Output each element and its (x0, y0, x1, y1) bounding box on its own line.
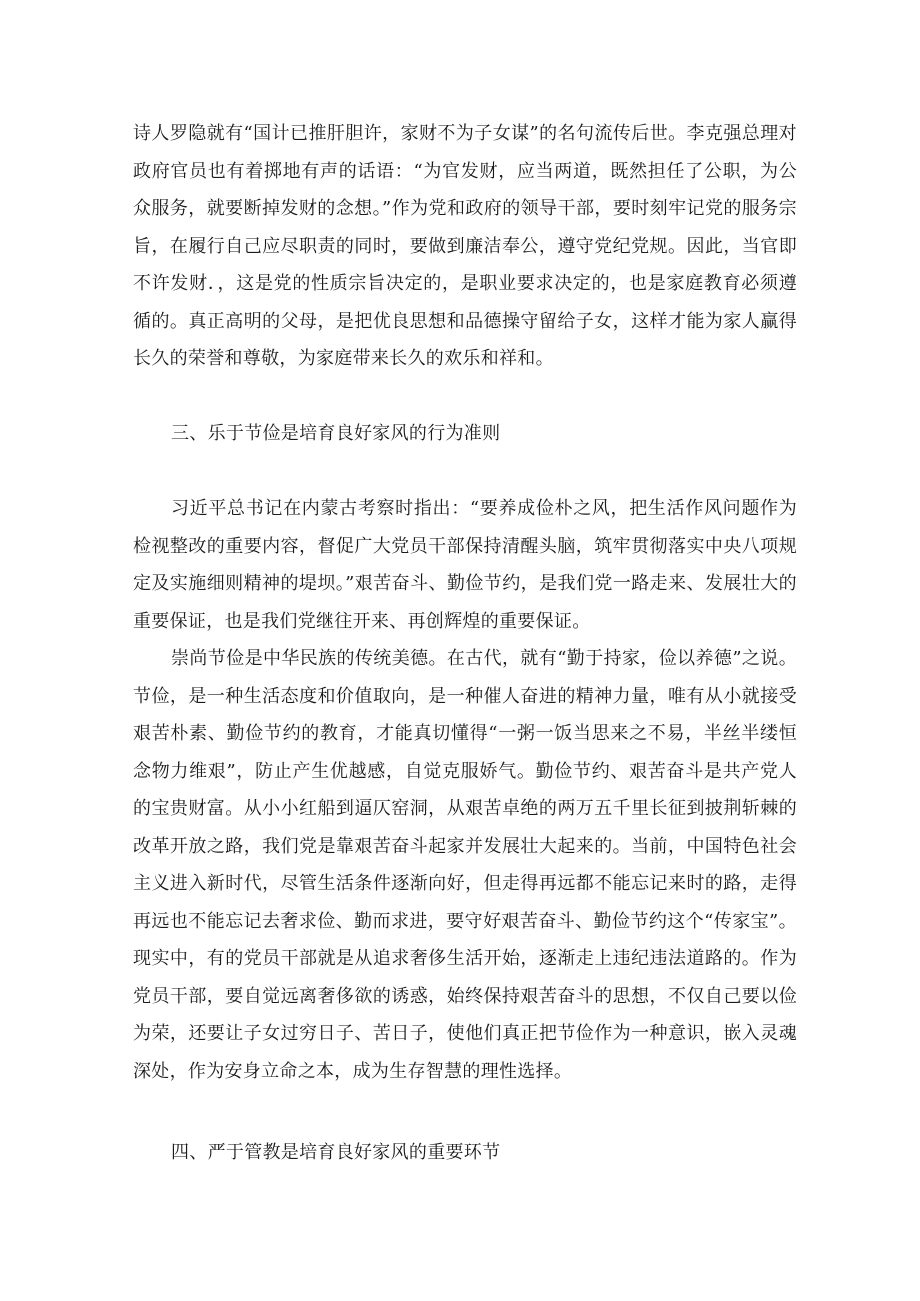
section-heading-4: 四、严于管教是培育良好家风的重要环节 (171, 1142, 501, 1163)
body-paragraph-1: 诗人罗隐就有“国计已推肝胆许，家财不为子女谋”的名句流传后世。李克强总理对政府官员也有着掷地有声的话语：“为官发财，应当两道，既然担任了公职，为公众服务，就要断掉发财的念想。”作为党和政府的领导干部，要时刻牢记党的服务宗旨，在履行自己应尽职责的同时，要做到廉洁奉公，遵守党纪党规。因此，当官即不许发财．，这是党的性质宗旨决定的，是职业要求决定的，也是家庭教育必须遵循的。真正高明的父母，是把优良思想和品德操守留给子女，这样才能为家人赢得长久的荣誉和尊敬，为家庭带来长久的欢乐和祥和。 (133, 123, 797, 369)
body-paragraph-3: 崇尚节俭是中华民族的传统美德。在古代，就有“勤于持家，俭以养德”之说。节俭，是一种生活态度和价值取向，是一种催人奋进的精神力量，唯有从小就接受艰苦朴素、勤俭节约的教育，才能真切懂得“一粥一饭当思来之不易，半丝半缕恒念物力维艰”，防止产生优越感，自觉克服娇气。勤俭节约、艰苦奋斗是共产党人的宝贵财富。从小小红船到逼仄窑洞，从艰苦卓绝的两万五千里长征到披荆斩棘的改革开放之路，我们党是靠艰苦奋斗起家并发展壮大起来的。当前，中国特色社会主义进入新时代，尽管生活条件逐渐向好，但走得再远都不能忘记来时的路，走得再远也不能忘记去奢求俭、勤而求进，要守好艰苦奋斗、勤俭节约这个“传家宝”。现实中，有的党员干部就是从追求奢侈生活开始，逐渐走上违纪违法道路的。作为党员干部，要自觉远离奢侈欲的诱惑，始终保持艰苦奋斗的思想，不仅自己要以俭为荣，还要让子女过穷日子、苦日子，使他们真正把节俭作为一种意识，嵌入灵魂深处，作为安身立命之本，成为生存智慧的理性选择。 (133, 648, 797, 1082)
section-heading-3: 三、乐于节俭是培育良好家风的行为准则 (171, 423, 501, 444)
body-paragraph-2: 习近平总书记在内蒙古考察时指出：“要养成俭朴之风，把生活作风问题作为检视整改的重要内容，督促广大党员干部保持清醒头脑，筑牢贯彻落实中央八项规定及实施细则精神的堤坝。”艰苦奋斗、勤俭节约，是我们党一路走来、发展壮大的重要保证，也是我们党继往开来、再创辉煌的重要保证。 (133, 498, 797, 632)
